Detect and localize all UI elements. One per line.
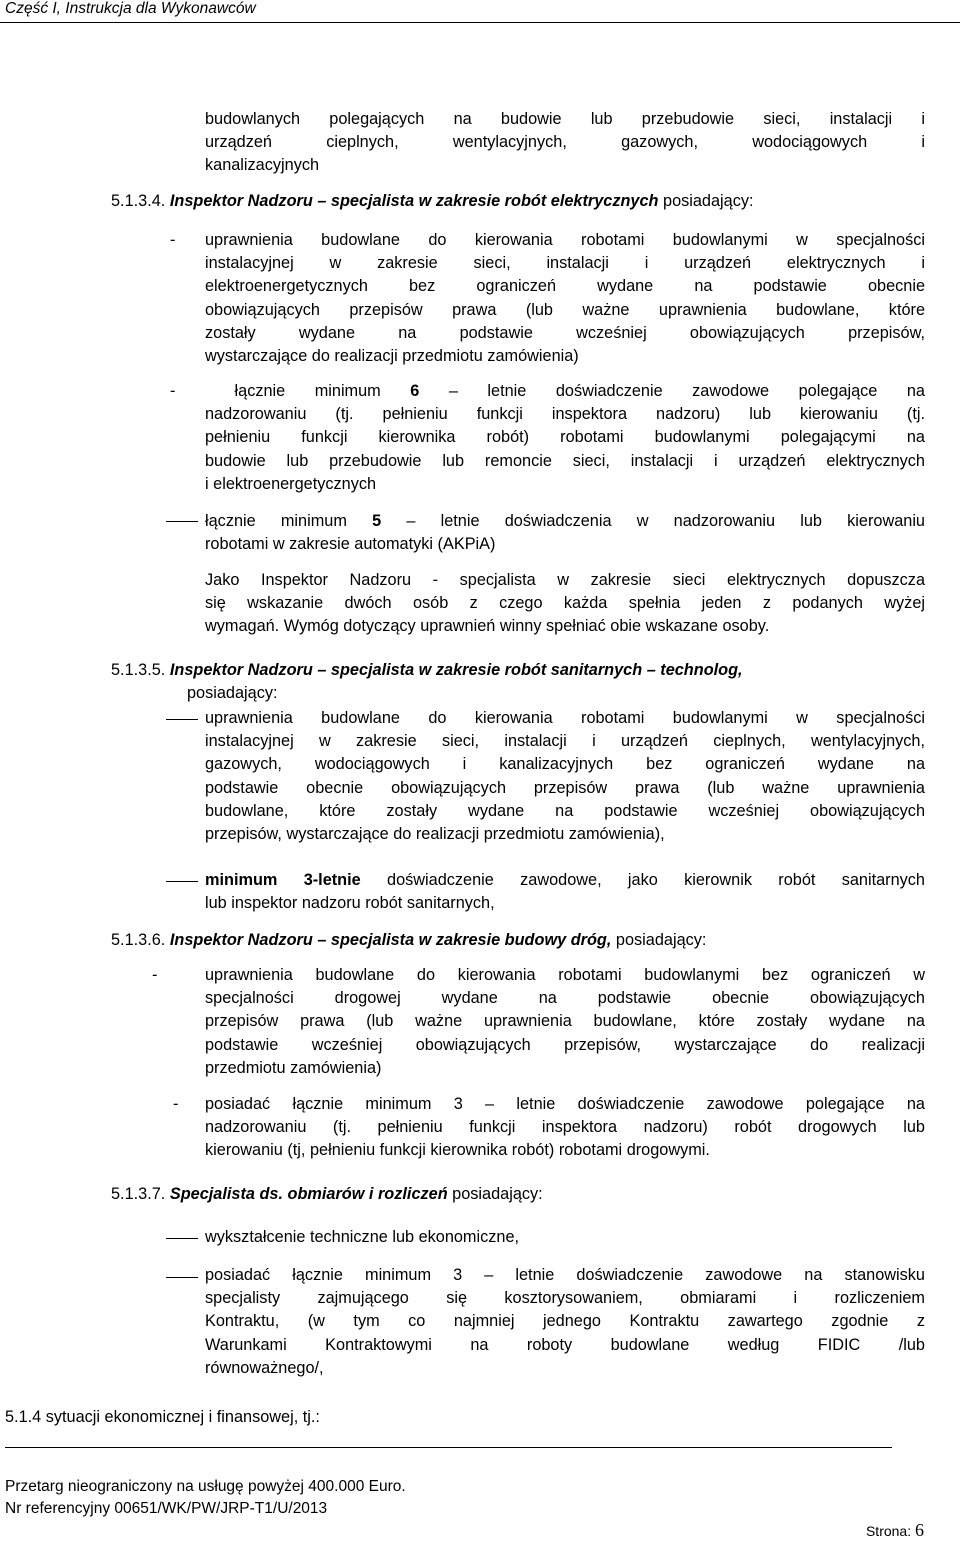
text-line: nadzorowaniu (tj. pełnieniu funkcji inspektora nadzoru) lub kierowaniu (tj. xyxy=(205,405,925,424)
text-line: podstawie obecnie obowiązujących przepisów prawa (lub ważne uprawnienia xyxy=(205,778,925,797)
footer-divider xyxy=(5,1447,892,1448)
page-number-value: 6 xyxy=(915,1520,924,1540)
text-line: gazowych, wodociągowych i kanalizacyjnych bez ograniczeń wydane na xyxy=(205,755,925,774)
section-title-tail: posiadający: xyxy=(447,1185,543,1203)
section-number: 5.1.3.7. xyxy=(111,1185,166,1203)
text-line: elektroenergetycznych bez ograniczeń wydane na podstawie obecnie xyxy=(205,277,925,296)
text-line: budowlane, które zostały wydane na podstawie wcześniej obowiązujących xyxy=(205,801,925,820)
text-line: nadzorowaniu (tj. pełnieniu funkcji inspektora nadzoru) robót drogowych lub xyxy=(205,1118,925,1137)
text-line: Kontraktu, (w tym co najmniej jednego Kontraktu zawartego zgodnie z xyxy=(205,1312,925,1331)
text-line: się wskazanie dwóch osób z czego każda spełnia jeden z podanych wyżej xyxy=(205,594,925,613)
header-divider xyxy=(0,22,960,23)
s5-bullet1-text xyxy=(205,707,925,846)
text-line: pełnieniu funkcji kierownika robót) robotami budowlanymi polegającymi na xyxy=(205,428,925,447)
bullet-dash: - xyxy=(170,231,176,249)
section-5-1-4 xyxy=(5,1406,605,1429)
section-5-1-3-7-heading xyxy=(111,1183,931,1206)
text-line: wymagań. Wymóg dotyczący uprawnień winny spełniać obie wskazane osoby. xyxy=(205,617,770,636)
text-line: równoważnego/, xyxy=(205,1358,324,1377)
text-line: minimum 3-letnie doświadczenie zawodowe, jako kierownik robót sanitarnych xyxy=(205,871,925,889)
text-line: specjalności drogowej wydane na podstawie obecnie obowiązujących xyxy=(205,989,925,1008)
s4-bullet3-text xyxy=(205,510,925,556)
bullet-line xyxy=(166,521,198,522)
section-title-tail: posiadający: xyxy=(658,192,754,210)
s4-bullet1-text xyxy=(205,229,925,368)
section-title-part: obmiarów i rozliczeń xyxy=(282,1185,448,1203)
section-title: Inspektor Nadzoru – specjalista w zakresie robót sanitarnych – technolog, xyxy=(169,661,743,679)
text-line: 5.1.4 sytuacji ekonomicznej i finansowej, tj.: xyxy=(5,1408,320,1426)
text-line: robotami w zakresie automatyki (AKPiA) xyxy=(205,535,496,554)
footer-line-1: Przetarg nieograniczony na usługę powyżej 400.000 Euro. xyxy=(5,1478,406,1495)
text-line: łącznie minimum 6 – letnie doświadczenie zawodowe polegające na xyxy=(234,382,925,400)
s6-bullet1-text xyxy=(205,964,925,1080)
text-line: posiadać łącznie minimum 3 – letnie doświadczenie zawodowe na stanowisku xyxy=(205,1266,925,1284)
section-title: Inspektor Nadzoru – specjalista w zakresie budowy dróg, xyxy=(169,931,612,949)
text-line: zostały wydane na podstawie wcześniej obowiązujących przepisów, xyxy=(205,323,925,342)
text-line: uprawnienia budowlane do kierowania robotami budowlanymi w specjalności xyxy=(205,709,925,727)
text-line: Jako Inspektor Nadzoru - specjalista w zakresie sieci elektrycznych dopuszcza xyxy=(205,571,925,589)
section-number: 5.1.3.5. xyxy=(111,661,166,679)
s5-bullet2-text xyxy=(205,869,925,915)
section-number: 5.1.3.6. xyxy=(111,931,166,949)
text-line: specjalisty zajmującego się kosztorysowaniem, obmiarami i rozliczeniem xyxy=(205,1289,925,1308)
section-title-tail: posiadający: xyxy=(187,684,278,703)
section-title: Specjalista ds. xyxy=(169,1185,283,1203)
section-5-1-3-4-heading xyxy=(111,190,931,213)
bullet-dash: - xyxy=(173,1095,179,1113)
text-line: i elektroenergetycznych xyxy=(205,474,377,493)
text-line: wykształcenie techniczne lub ekonomiczne, xyxy=(205,1228,520,1246)
text-line: Warunkami Kontraktowymi na roboty budowlane według FIDIC /lub xyxy=(205,1335,925,1354)
text-line: uprawnienia budowlane do kierowania robotami budowlanymi w specjalności xyxy=(205,231,925,249)
s6-bullet2-text xyxy=(205,1093,925,1163)
text-line: obowiązujących przepisów prawa (lub ważne uprawnienia budowlane, które xyxy=(205,300,925,319)
bullet-dash: - xyxy=(152,966,158,984)
section-title: Inspektor Nadzoru – specjalista w zakresie robót elektrycznych xyxy=(169,192,659,210)
intro-paragraph xyxy=(205,108,925,178)
intro-line: kanalizacyjnych xyxy=(205,156,320,175)
text-line: łącznie minimum 5 – letnie doświadczenia w nadzorowaniu lub kierowaniu xyxy=(205,512,925,530)
bullet-line xyxy=(166,881,198,882)
page-number xyxy=(866,1520,924,1541)
s7-bullet1-text xyxy=(205,1226,925,1249)
text-line: instalacyjnej w zakresie sieci, instalacji i urządzeń elektrycznych i xyxy=(205,254,925,273)
text-line: przepisów, wystarczające do realizacji przedmiotu zamówienia), xyxy=(205,824,665,843)
page-label: Strona: xyxy=(865,1523,915,1539)
intro-line: budowlanych polegających na budowie lub przebudowie sieci, instalacji i xyxy=(205,110,925,128)
section-5-1-3-5-heading xyxy=(111,659,931,705)
bullet-dash: - xyxy=(170,382,176,400)
bullet-line xyxy=(166,719,198,720)
text-line: przepisów prawa (lub ważne uprawnienia budowlane, które zostały wydane na xyxy=(205,1012,925,1031)
text-line: uprawnienia budowlane do kierowania robotami budowlanymi bez ograniczeń w xyxy=(205,966,925,984)
s4-note xyxy=(205,569,925,639)
text-line: podstawie wcześniej obowiązujących przepisów, wystarczające do realizacji xyxy=(205,1035,925,1054)
s7-bullet2-text xyxy=(205,1264,925,1380)
text-line: budowie lub przebudowie lub remoncie sieci, instalacji i urządzeń elektrycznych xyxy=(205,451,925,470)
text-line: lub inspektor nadzoru robót sanitarnych, xyxy=(205,894,495,913)
text-line: posiadać łącznie minimum 3 – letnie doświadczenie zawodowe polegające na xyxy=(205,1095,925,1113)
text-line: wystarczające do realizacji przedmiotu zamówienia) xyxy=(205,346,579,365)
intro-line: urządzeń cieplnych, wentylacyjnych, gazowych, wodociągowych i xyxy=(205,133,925,152)
section-5-1-3-6-heading xyxy=(111,929,931,952)
s4-bullet2-text xyxy=(205,380,925,496)
section-number: 5.1.3.4. xyxy=(111,192,166,210)
bullet-line xyxy=(166,1238,198,1239)
bullet-line xyxy=(166,1277,198,1278)
section-title-tail: posiadający: xyxy=(611,931,707,949)
text-line: instalacyjnej w zakresie sieci, instalacji i urządzeń cieplnych, wentylacyjnych, xyxy=(205,732,925,751)
footer-line-2: Nr referencyjny 00651/WK/PW/JRP-T1/U/2013 xyxy=(5,1500,328,1517)
text-line: kierowaniu (tj, pełnieniu funkcji kierownika robót) robotami drogowymi. xyxy=(205,1141,710,1160)
text-line: przedmiotu zamówienia) xyxy=(205,1058,382,1077)
page-header-title: Część I, Instrukcja dla Wykonawców xyxy=(5,0,256,17)
